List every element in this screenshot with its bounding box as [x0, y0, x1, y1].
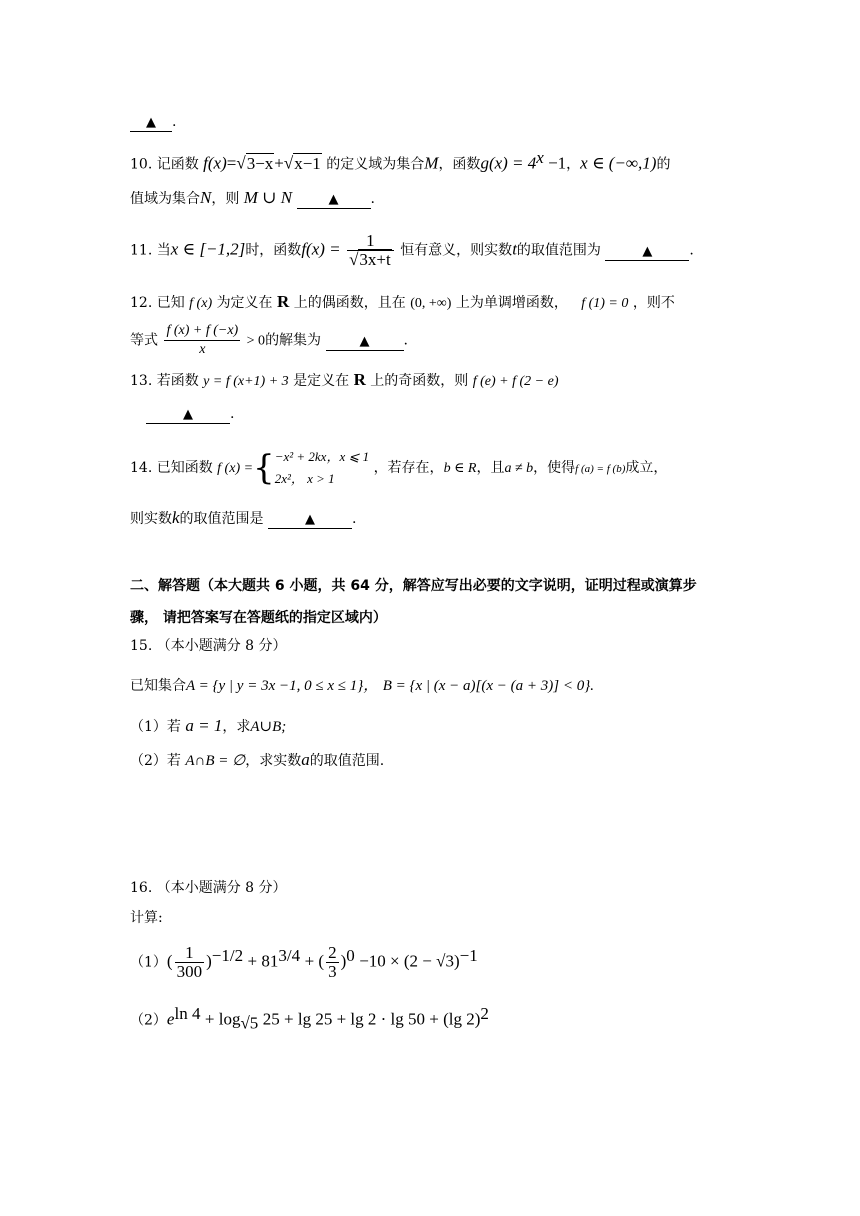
q9-answer-tail: ▲ .: [130, 112, 176, 132]
answer-blank: ▲: [326, 333, 404, 351]
section-2-heading-line2: 骤， 请把答案写在答题纸的指定区域内）: [130, 610, 387, 626]
question-14-line2: 则实数k的取值范围是 ▲ .: [130, 508, 357, 527]
question-12-line1: 12. 已知 f (x) 为定义在 R 上的偶函数，且在 (0, +∞) 上为单调增函数， f (1) = 0 ，则不: [130, 292, 675, 311]
question-14-line1: 14. 已知函数 f (x) ={ −x² + 2kx，x ⩽ 1 2x²， x > 1 ，若存在，b ∈ R，且a ≠ b，使得f (a) = f (b)成立，: [130, 448, 668, 488]
section-2-heading-line1: 二、解答题（本大题共 6 小题，共 64 分，解答应写出必要的文字说明，证明过程或演算步: [130, 578, 697, 594]
question-13-line2: ▲ .: [146, 404, 234, 424]
question-16-part2: $(2)e^{ln 4} + \log_{√5} 25 + \lg 25 + \lg 2 \cdot \lg 50 + (\lg$ 2)$^2$: [130, 1004, 489, 1033]
answer-blank: ▲: [130, 114, 172, 132]
question-12-line2: 等式 $\frac{f (x) + f (-x)}{x}$ > 0的解集为 ▲ .: [130, 323, 408, 357]
question-15-title: 15. （本小题满分 8 分）: [130, 638, 287, 654]
answer-blank: ▲: [605, 243, 689, 261]
question-10-line1: 10. 记函数 f(x)=√3−x+√x−1 的定义域为集合M，函数$g(x) = 4^x -1$，x ∈ (−∞,1)的: [130, 148, 671, 173]
question-15-part2: （2）若 A∩B = ∅，求实数a的取值范围.: [130, 750, 385, 769]
question-13-line1: 13. 若函数 y = f (x+1) + 3 是定义在 R 上的奇函数，则 f (e) + f (2 − e): [130, 370, 559, 389]
question-10-line2: 值域为集合N，则 M ∪ N ▲ .: [130, 188, 375, 207]
question-11: 11. 当x ∈ [−1,2]时，函数f(x) = $\frac{1}{√3x+t}$ 恒有意义，则实数t的取值范围为 ▲ .: [130, 231, 694, 269]
question-16-intro: 计算:: [130, 910, 163, 926]
answer-blank: ▲: [268, 511, 352, 529]
question-16-part1: （1）( $\frac{1}{300}$ )$^{-1/2} + 81^{3/4}$ + ( $\frac{2}{3}$ )$^0 -10 \times (2 - √3)^{-1}$: [130, 943, 478, 981]
answer-blank: ▲: [146, 406, 230, 424]
question-16-title: 16. （本小题满分 8 分）: [130, 880, 287, 896]
answer-blank: ▲: [297, 191, 371, 209]
question-15-sets: 已知集合A = {y | y = 3x −1, 0 ≤ x ≤ 1}， B = {x | (x − a)[(x − (a + 3)] < 0}.: [130, 678, 594, 694]
question-15-part1: （1）若 a = 1，求A∪B;: [130, 716, 287, 735]
